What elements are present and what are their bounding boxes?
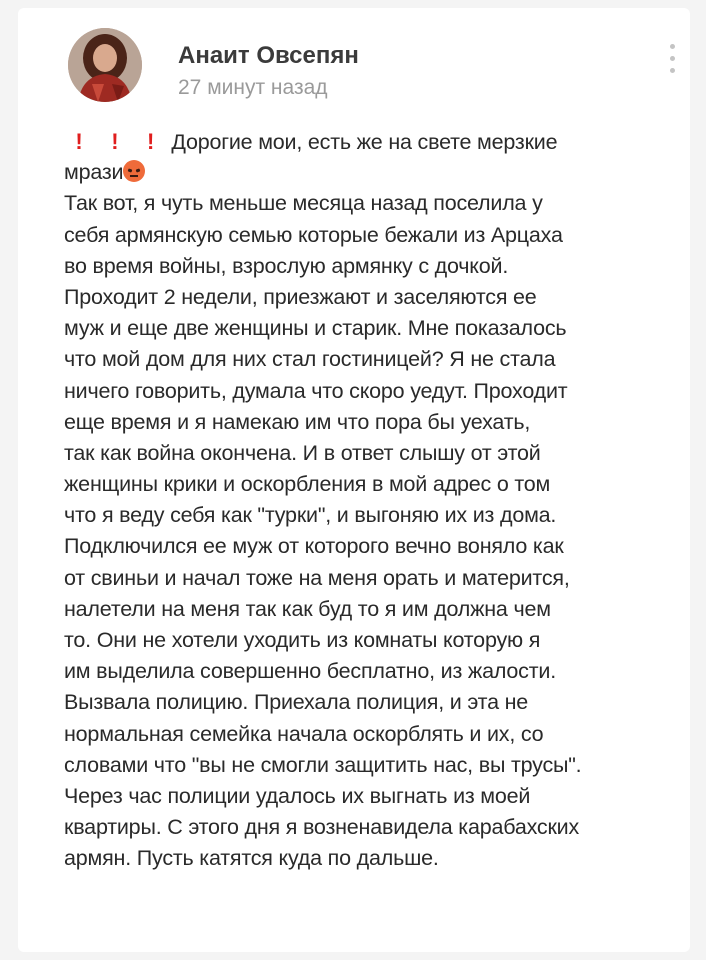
- post-line: ничего говорить, думала что скоро уедут. Проходит: [64, 378, 568, 403]
- post-line: им выделила совершенно бесплатно, из жалости.: [64, 659, 556, 684]
- post-line: армян. Пусть катятся куда по дальше.: [64, 846, 439, 871]
- post-line: нормальная семейка начала оскорблять и их, со: [64, 721, 544, 746]
- post-text: [64, 126, 664, 875]
- post-line: муж и еще две женщины и старик. Мне показалось: [64, 316, 567, 341]
- post-line: Так вот, я чуть меньше месяца назад поселила у: [64, 191, 543, 216]
- post-line-text: мрази: [64, 160, 124, 185]
- post-line: себя армянскую семью которые бежали из Арцаха: [64, 222, 563, 247]
- exclamation-mark: !: [111, 129, 119, 154]
- post-line: от свиньи и начал тоже на меня орать и матерится,: [64, 565, 570, 590]
- post-header: [68, 24, 678, 114]
- post-line-text: Дорогие мои, есть же на свете мерзкие: [171, 130, 558, 154]
- post-line-2: [64, 157, 664, 188]
- post-line: налетели на меня так как буд то я им должна чем: [64, 596, 551, 621]
- post-line: во время войны, взрослую армянку с дочкой.: [64, 253, 509, 278]
- post-line: Проходит 2 недели, приезжают и заселяются ее: [64, 284, 537, 309]
- post-line: что мой дом для них стал гостиницей? Я не стала: [64, 347, 556, 372]
- post-line-1: [64, 126, 664, 157]
- exclamation-mark: !: [75, 129, 83, 154]
- exclamation-mark: !: [146, 129, 155, 154]
- post-line: словами что "вы не смогли защитить нас, вы трусы".: [64, 752, 582, 777]
- post-line: Подключился ее муж от которого вечно воняло как: [64, 534, 564, 559]
- avatar-image: [68, 28, 142, 102]
- post-line: Вызвала полицию. Приехала полиция, и эта не: [64, 690, 529, 715]
- post-line: что я веду себя как "турки", и выгоняю их из дома.: [64, 503, 557, 528]
- post-line: женщины крики и оскорбления в мой адрес о том: [64, 472, 551, 497]
- author-name[interactable]: Анаит Овсепян: [178, 42, 359, 69]
- angry-face-icon: [123, 160, 145, 182]
- post-line: еще время и я намекаю им что пора бы уехать,: [64, 409, 531, 434]
- post-time[interactable]: 27 минут назад: [178, 76, 328, 99]
- post-line: Через час полиции удалось их выгнать из моей: [64, 783, 531, 808]
- avatar[interactable]: [68, 28, 142, 102]
- post-line: так как война окончена. И в ответ слышу от этой: [64, 440, 541, 465]
- post-line: то. Они не хотели уходить из комнаты которую я: [64, 628, 541, 652]
- post-card: [18, 8, 690, 952]
- post-line: квартиры. С этого дня я возненавидела карабахских: [64, 815, 580, 840]
- more-options-icon[interactable]: [666, 44, 678, 80]
